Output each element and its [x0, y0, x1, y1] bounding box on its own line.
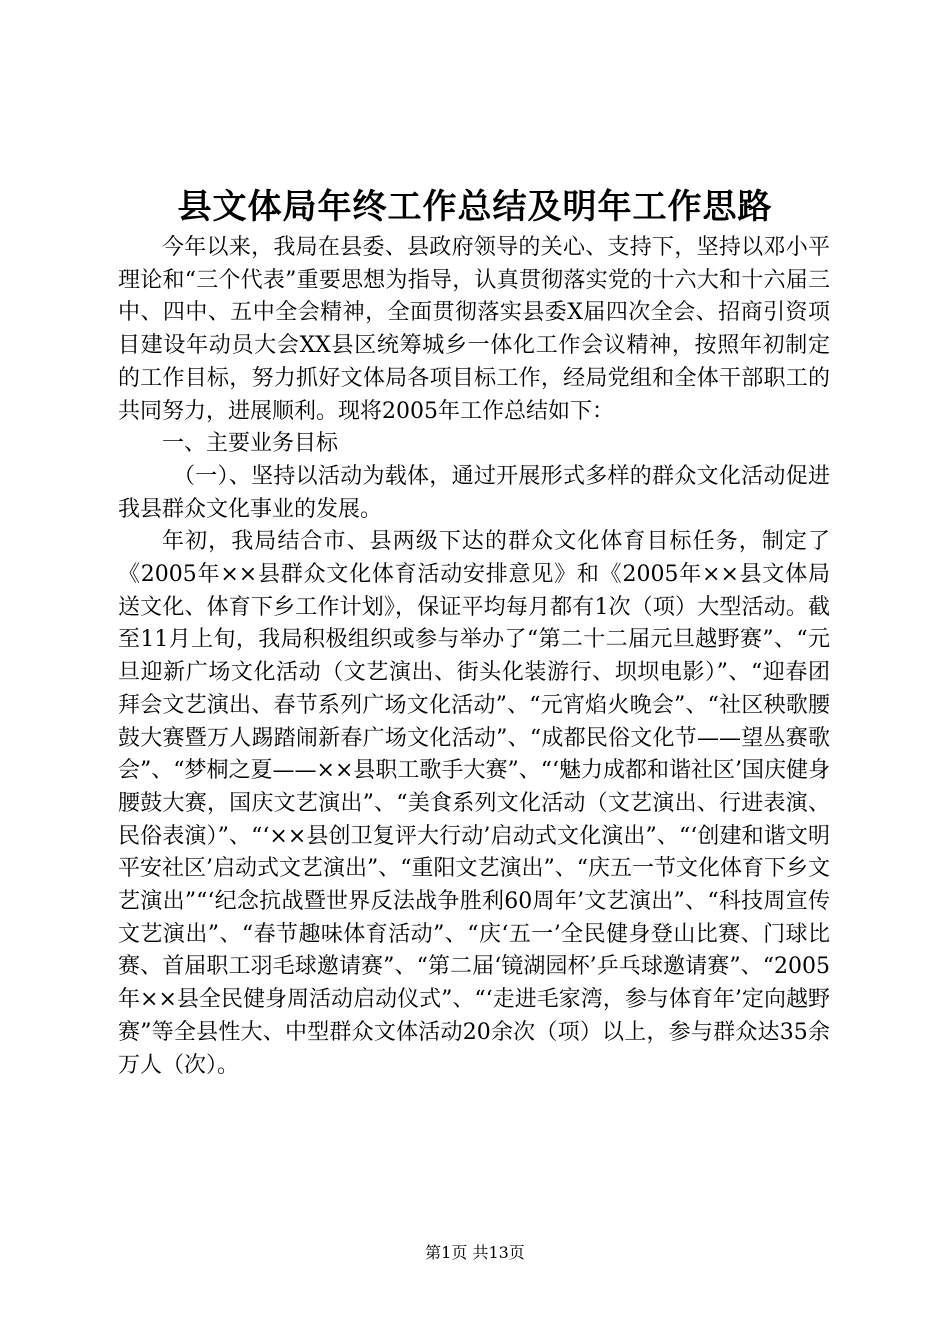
- section-heading: 一、主要业务目标: [162, 431, 339, 457]
- page-footer: 第1页 共13页: [425, 1243, 525, 1262]
- document-body: [118, 232, 830, 1082]
- subsection-heading: （一）、坚持以活动为载体，通过开展形式多样的群众文化活动促进我县群众文化事业的发展。: [118, 463, 830, 522]
- activities-paragraph: 年初，我局结合市、县两级下达的群众文化体育目标任务，制定了《2005年××县群众文化体育活动安排意见》和《2005年××县文体局送文化、体育下乡工作计划》，保证平均每月都有1次（项）大型活动。截至11月上旬，我局积极组织或参与举办了“第二十二届元旦越野赛”、“元旦迎新广场文化活动（文艺演出、街头化装游行、坝坝电影）”、“迎春团拜会文艺演出、春节系列广场文化活动”、“元宵焰火晚会”、“社区秧歌腰鼓大赛暨万人踢踏闹新春广场文化活动”、“成都民俗文化节——望丛赛歌会”、“梦桐之夏——××县职工歌手大赛”、“‘魅力成都和谐社区’国庆健身腰鼓大赛，国庆文艺演出”、“美食系列文化活动（文艺演出、行进表演、民俗表演）”、“‘××县创卫复评大行动’启动式文化演出”、“‘创建和谐文明平安社区’启动式文艺演出”、“重阳文艺演出”、“庆五一节文化体育下乡文艺演出”“‘纪念抗战暨世界反法战争胜利60周年’文艺演出”、“科技周宣传文艺演出”、“春节趣味体育活动”、“庆‘五一’全民健身登山比赛、门球比赛、首届职工羽毛球邀请赛”、“第二届‘镜湖园杯’乒乓球邀请赛”、“2005年××县全民健身周活动启动仪式”、“‘走进毛家湾，参与体育年’定向越野赛”等全县性大、中型群众文体活动20余次（项）以上，参与群众达35余万人（次）。: [118, 529, 830, 1078]
- intro-paragraph: 今年以来，我局在县委、县政府领导的关心、支持下，坚持以邓小平理论和“三个代表”重要思想为指导，认真贯彻落实党的十六大和十六届三中、四中、五中全会精神，全面贯彻落实县委X届四次全会、招商引资项目建设年动员大会XX县区统筹城乡一体化工作会议精神，按照年初制定的工作目标，努力抓好文体局各项目标工作，经局党组和全体干部职工的共同努力，进展顺利。现将2005年工作总结如下：: [118, 235, 830, 424]
- document-title: 县文体局年终工作总结及明年工作思路: [177, 187, 773, 227]
